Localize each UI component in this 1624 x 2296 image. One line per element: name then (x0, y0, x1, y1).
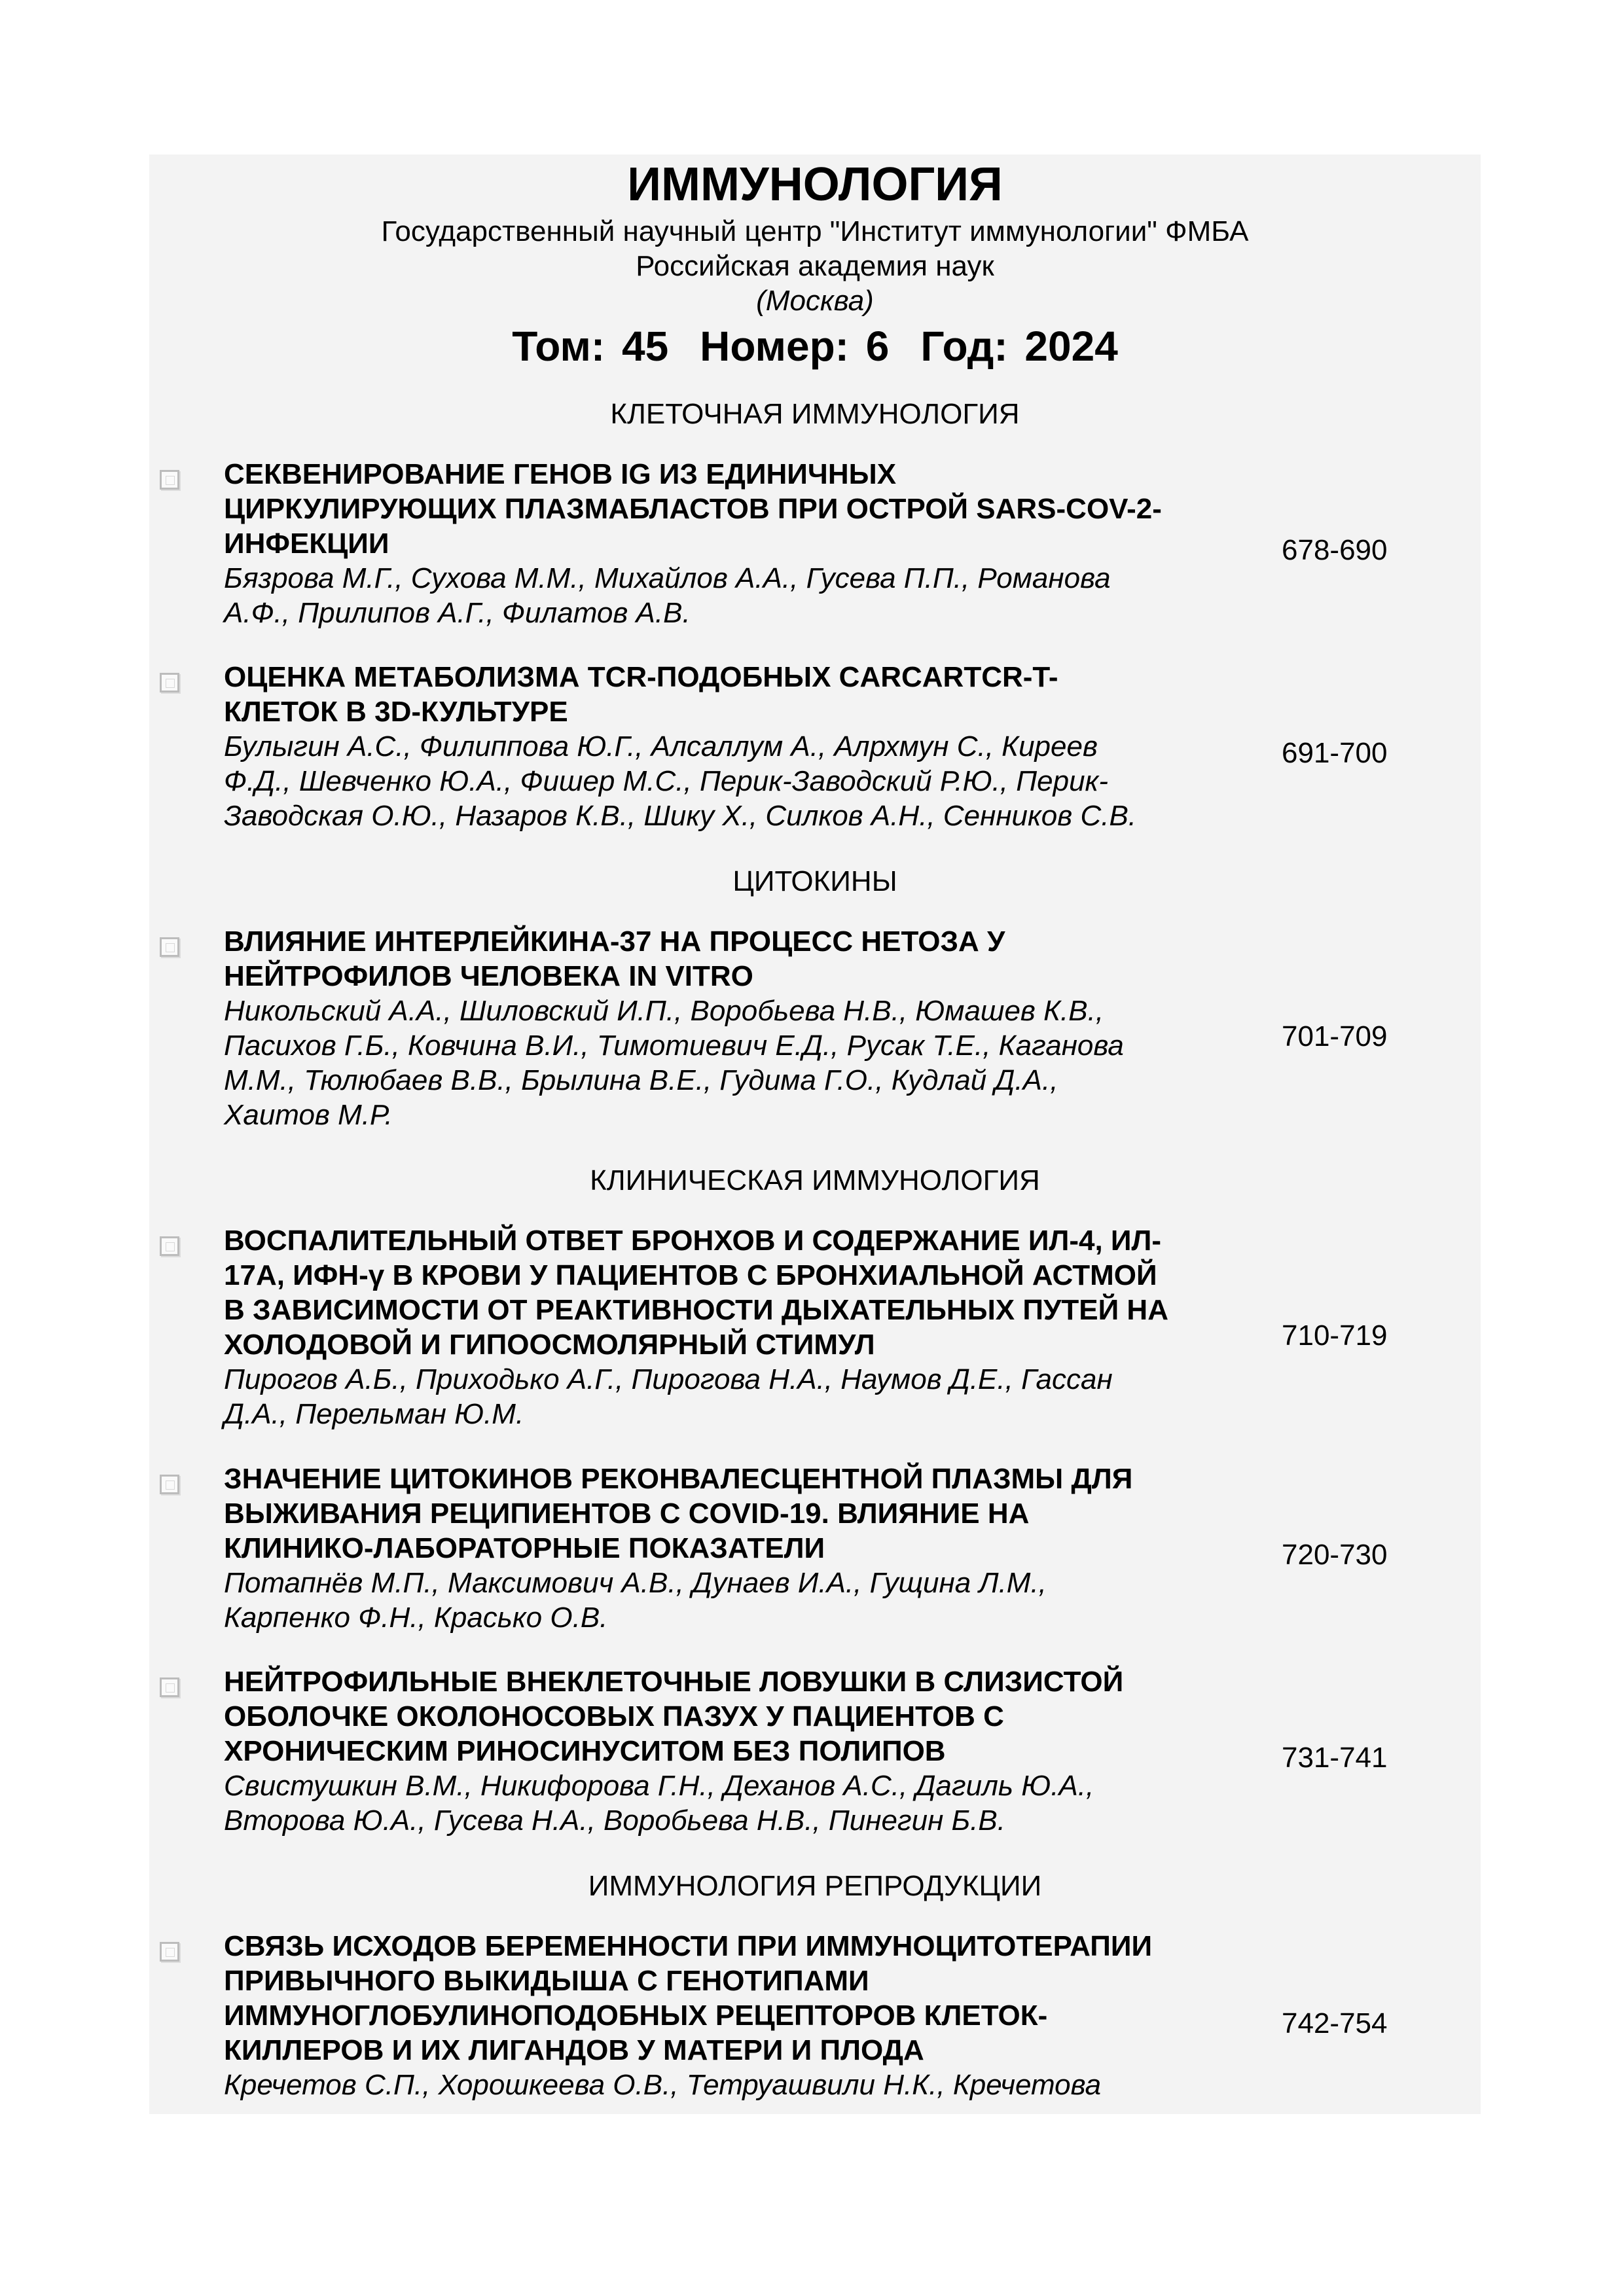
article-authors-line: Свистушкин В.М., Никифорова Г.Н., Деханов А.С., Дагиль Ю.А., (224, 1770, 1094, 1802)
article-authors-line: Заводская О.Ю., Назаров К.В., Шику Х., Силков А.Н., Сенников С.В. (224, 800, 1137, 832)
article-checkbox[interactable] (160, 1475, 179, 1494)
article-title-line[interactable]: ПРИВЫЧНОГО ВЫКИДЫША С ГЕНОТИПАМИ (224, 1965, 869, 1997)
article-title-line[interactable]: СВЯЗЬ ИСХОДОВ БЕРЕМЕННОСТИ ПРИ ИММУНОЦИТОТЕРАПИИ (224, 1930, 1153, 1962)
article-pages: 710-719 (1282, 1319, 1388, 1352)
section-heading: КЛИНИЧЕСКАЯ ИММУНОЛОГИЯ (590, 1164, 1040, 1196)
article-text (224, 924, 1382, 1132)
article-checkbox[interactable] (160, 673, 179, 692)
number-label: Номер: 6 (700, 323, 890, 370)
article-pages: 678-690 (1282, 534, 1388, 566)
article-pages: 691-700 (1282, 737, 1388, 769)
article-authors-line: Кречетов С.П., Хорошкеева О.В., Тетруашвили Н.К., Кречетова (224, 2069, 1102, 2101)
journal-title: ИММУНОЛОГИЯ (627, 158, 1003, 211)
article-text (224, 1929, 1382, 2102)
article-authors-line: Никольский А.А., Шиловский И.П., Воробьева Н.В., Юмашев К.В., (224, 995, 1104, 1027)
section-heading: ИММУНОЛОГИЯ РЕПРОДУКЦИИ (588, 1870, 1042, 1902)
article-authors-line: Карпенко Ф.Н., Красько О.В. (224, 1602, 608, 1634)
article-authors-line: А.Ф., Прилипов А.Г., Филатов А.В. (224, 597, 691, 629)
article-title-line[interactable]: ВЫЖИВАНИЯ РЕЦИПИЕНТОВ С COVID-19. ВЛИЯНИЕ НА (224, 1498, 1030, 1530)
article-title-line[interactable]: В ЗАВИСИМОСТИ ОТ РЕАКТИВНОСТИ ДЫХАТЕЛЬНЫХ ПУТЕЙ НА (224, 1294, 1168, 1326)
section-heading: КЛЕТОЧНАЯ ИММУНОЛОГИЯ (610, 398, 1020, 430)
article-authors-line: Хаитов М.Р. (224, 1099, 393, 1131)
article-authors-line: Пирогов А.Б., Приходько А.Г., Пирогова Н.А., Наумов Д.Е., Гассан (224, 1363, 1113, 1395)
article-title-line[interactable]: ВЛИЯНИЕ ИНТЕРЛЕЙКИНА-37 НА ПРОЦЕСС НЕТОЗА У (224, 925, 1005, 958)
article-authors-line: Ф.Д., Шевченко Ю.А., Фишер М.С., Перик-Заводский Р.Ю., Перик- (224, 765, 1108, 797)
article-text (224, 1223, 1382, 1431)
publisher-line-2: Российская академия наук (636, 250, 994, 282)
article-authors-line: Бязрова М.Г., Сухова М.М., Михайлов А.А., Гусева П.П., Романова (224, 562, 1111, 594)
article-pages: 731-741 (1282, 1742, 1388, 1774)
article-title-line[interactable]: НЕЙТРОФИЛЬНЫЕ ВНЕКЛЕТОЧНЫЕ ЛОВУШКИ В СЛИЗИСТОЙ (224, 1666, 1124, 1698)
article-authors-line: Второва Ю.А., Гусева Н.А., Воробьева Н.В., Пинегин Б.В. (224, 1804, 1005, 1837)
article-authors-line: Д.А., Перельман Ю.М. (224, 1398, 524, 1430)
article-title-line[interactable]: НЕЙТРОФИЛОВ ЧЕЛОВЕКА IN VITRO (224, 960, 753, 992)
article-authors-line: Булыгин А.С., Филиппова Ю.Г., Алсаллум А., Алрхмун С., Киреев (224, 730, 1098, 762)
article-title-line[interactable]: СЕКВЕНИРОВАНИЕ ГЕНОВ IG ИЗ ЕДИНИЧНЫХ (224, 458, 897, 490)
year-label: Год: 2024 (920, 323, 1118, 370)
article-pages: 742-754 (1282, 2007, 1388, 2039)
article-authors-line: Пасихов Г.Б., Ковчина В.И., Тимотиевич Е.Д., Русак Т.Е., Каганова (224, 1030, 1124, 1062)
article-title-line[interactable]: ВОСПАЛИТЕЛЬНЫЙ ОТВЕТ БРОНХОВ И СОДЕРЖАНИЕ ИЛ-4, ИЛ- (224, 1225, 1162, 1257)
article-authors-line: М.М., Тюлюбаев В.В., Брылина В.Е., Гудима Г.О., Кудлай Д.А., (224, 1064, 1058, 1096)
article-checkbox[interactable] (160, 470, 179, 490)
article-pages: 720-730 (1282, 1539, 1388, 1571)
article-checkbox[interactable] (160, 1236, 179, 1256)
article-title-line[interactable]: ИММУНОГЛОБУЛИНОПОДОБНЫХ РЕЦЕПТОРОВ КЛЕТОК- (224, 2000, 1048, 2032)
issue-info (149, 319, 1481, 374)
article-title-line[interactable]: ОЦЕНКА МЕТАБОЛИЗМА TCR-ПОДОБНЫХ CARCARTCR-T- (224, 661, 1058, 693)
article-text (224, 457, 1382, 630)
article-title-line[interactable]: ЗНАЧЕНИЕ ЦИТОКИНОВ РЕКОНВАЛЕСЦЕНТНОЙ ПЛАЗМЫ ДЛЯ (224, 1463, 1133, 1495)
article-title-line[interactable]: КЛИНИКО-ЛАБОРАТОРНЫЕ ПОКАЗАТЕЛИ (224, 1532, 825, 1564)
article-title-line[interactable]: КИЛЛЕРОВ И ИХ ЛИГАНДОВ У МАТЕРИ И ПЛОДА (224, 2034, 924, 2066)
article-title-line[interactable]: ХОЛОДОВОЙ И ГИПООСМОЛЯРНЫЙ СТИМУЛ (224, 1329, 875, 1361)
article-checkbox[interactable] (160, 1677, 179, 1697)
article-title-line[interactable]: ОБОЛОЧКЕ ОКОЛОНОСОВЫХ ПАЗУХ У ПАЦИЕНТОВ С (224, 1700, 1004, 1732)
article-text (224, 1462, 1382, 1635)
article-title-line[interactable]: 17А, ИФН-γ В КРОВИ У ПАЦИЕНТОВ С БРОНХИАЛЬНОЙ АСТМОЙ (224, 1259, 1157, 1291)
article-pages: 701-709 (1282, 1020, 1388, 1052)
volume-label: Том: 45 (512, 323, 669, 370)
article-text (224, 660, 1382, 833)
section-heading: ЦИТОКИНЫ (732, 865, 897, 897)
article-checkbox[interactable] (160, 937, 179, 957)
article-title-line[interactable]: ХРОНИЧЕСКИМ РИНОСИНУСИТОМ БЕЗ ПОЛИПОВ (224, 1735, 946, 1767)
article-authors-line: Потапнёв М.П., Максимович А.В., Дунаев И.А., Гущина Л.М., (224, 1567, 1047, 1599)
publisher-line-1: Государственный научный центр "Институт иммунологии" ФМБА (381, 215, 1249, 247)
article-title-line[interactable]: ИНФЕКЦИИ (224, 528, 389, 560)
article-title-line[interactable]: ЦИРКУЛИРУЮЩИХ ПЛАЗМАБЛАСТОВ ПРИ ОСТРОЙ SARS-COV-2- (224, 493, 1162, 525)
article-checkbox[interactable] (160, 1942, 179, 1962)
article-title-line[interactable]: КЛЕТОК В 3D-КУЛЬТУРЕ (224, 696, 568, 728)
publisher-city: (Москва) (756, 285, 874, 317)
article-text (224, 1664, 1382, 1838)
